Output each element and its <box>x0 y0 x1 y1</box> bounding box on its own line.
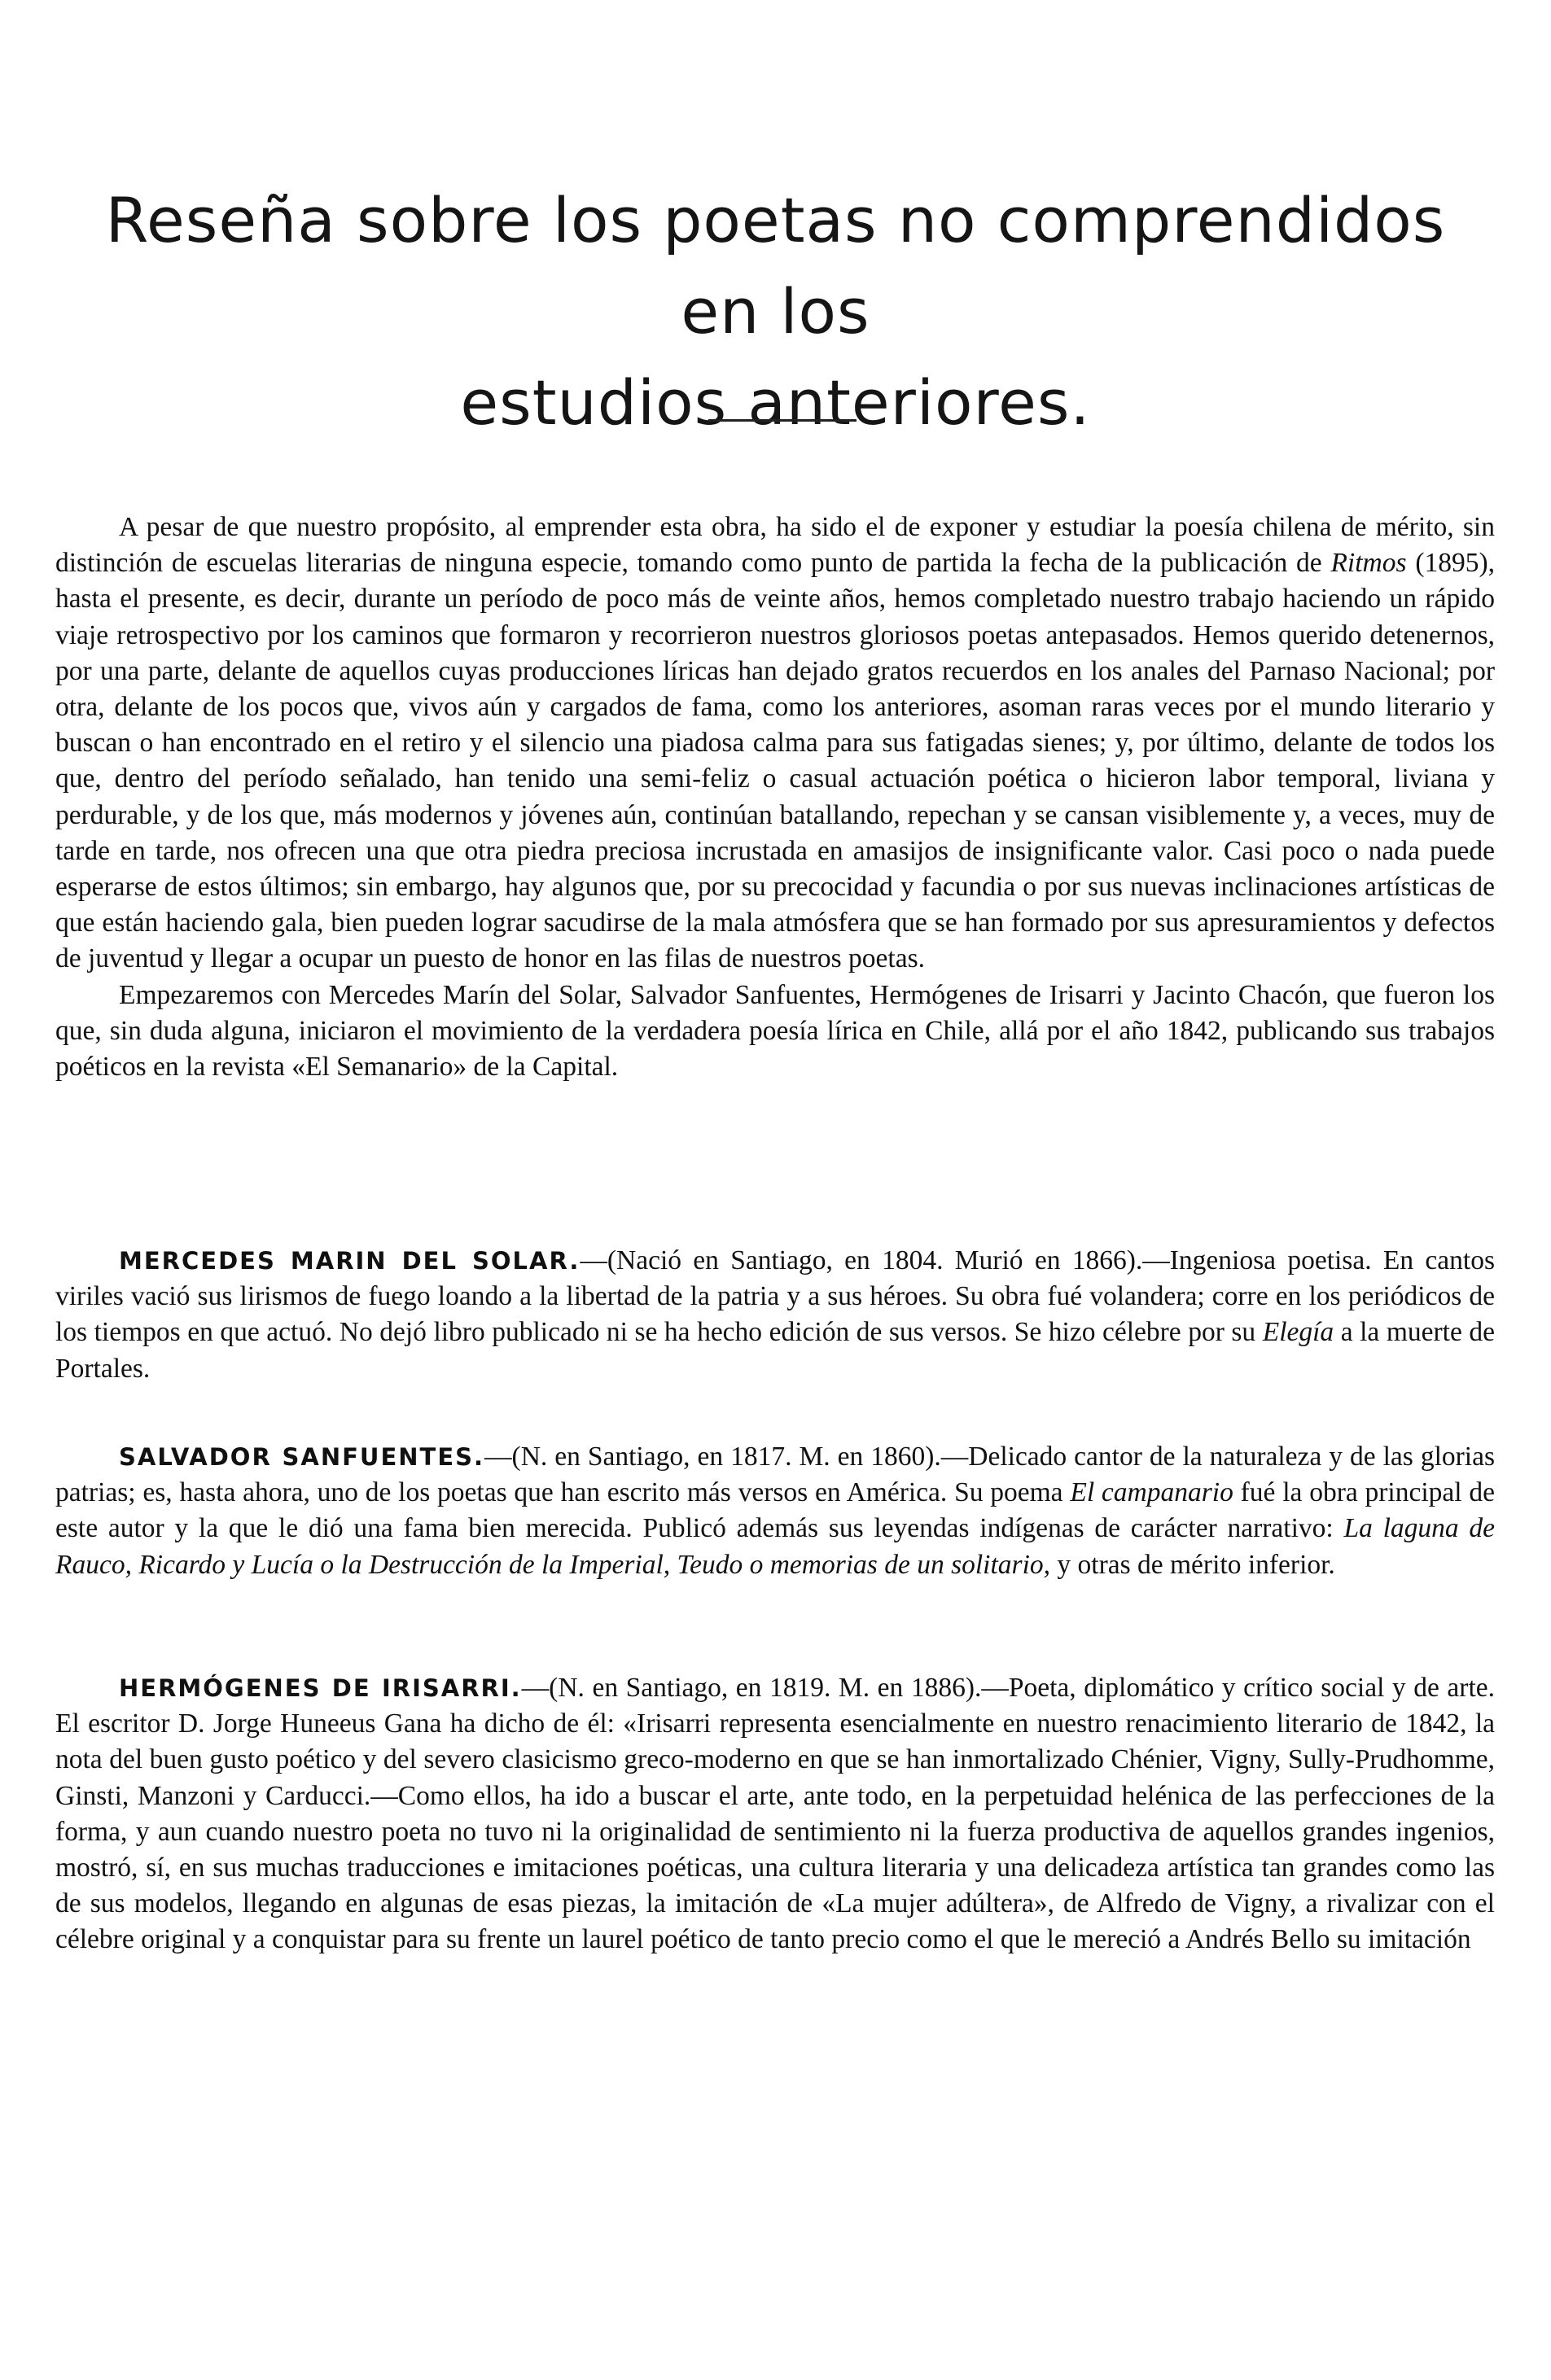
entry-name-heading: HERMÓGENES DE IRISARRI. <box>119 1674 522 1702</box>
intro-paragraph-2: Empezaremos con Mercedes Marín del Solar, Salvador Sanfuentes, Hermógenes de Irisarri y Jacinto Chacón, que fueron los que, sin duda alguna, iniciaron el movimiento de la verdadera poesía lírica en Chile, allá por el año 1842, publicando sus trabajos poéticos en la revista «El Semanario» de la Capital. <box>55 979 1495 1083</box>
entry-text: —(N. en Santiago, en 1817. M. en 1860).—Delicado cantor de la naturaleza y de las glorias patrias; es, hasta ahora, uno de los poetas que han escrito más versos en América. Su poema <box>55 1442 1495 1508</box>
entry-text: y otras de mérito inferior. <box>1050 1549 1335 1580</box>
work-title: Elegía <box>1262 1317 1334 1348</box>
title-line-2: estudios anteriores. <box>460 366 1091 439</box>
intro-p1-text-b: (1895), hasta el presente, es decir, durante un período de poco más de veinte años, hemos completado nuestro trabajo haciendo un rápido viaje retrospectivo por los caminos que formaron y recorrieron nuestros gloriosos poetas antepasados. Hemos querido detenernos, por una parte, delante de aquellos cuyas producciones líricas han dejado gratos recuerdos en los anales del Parnaso Nacional; por otra, delante de los pocos que, vivos aún y cargados de fama, como los anteriores, asoman raras veces por el mundo literario y buscan o han encontrado en el retiro y el silencio una piadosa calma para sus fatigadas sienes; y, por último, delante de todos los que, dentro del período señalado, han tenido una semi-feliz o casual actuación poética o hicieron labor temporal, liviana y perdurable, y de los que, más modernos y jóvenes aún, continúan batallando, repechan y se cansan visiblemente y, a veces, muy de tarde en tarde, nos ofrecen una que otra piedra preciosa incrustada en amasijos de insignificante valor. Casi poco o nada puede esperarse de estos últimos; sin embargo, hay algunos que, por su precocidad y facundia o por sus nuevas inclinaciones artísticas de que están haciendo gala, bien pueden lograr sacudirse de la mala atmósfera que se han formado por sus apresuramientos y defectos de juventud y llegar a ocupar un puesto de honor en las filas de nuestros poetas. <box>55 548 1496 974</box>
work-title: El campanario <box>1070 1477 1233 1508</box>
entry-salvador-sanfuentes <box>55 1439 1495 1583</box>
work-titles: La laguna de Rauco, Ricardo y Lucía o la Destrucción de la Imperial, Teudo o memorias de un solitario, <box>55 1513 1495 1580</box>
entry-name-heading: MERCEDES MARIN DEL SOLAR. <box>119 1247 581 1275</box>
intro-p1-text-a: A pesar de que nuestro propósito, al emprender esta obra, ha sido el de exponer y estudiar la poesía chilena de mérito, sin distinción de escuelas literarias de ninguna especie, tomando como punto de partida la fecha de la publicación de <box>55 512 1495 579</box>
entry-name-heading: SALVADOR SANFUENTES. <box>119 1443 485 1471</box>
page-title <box>98 175 1453 448</box>
title-divider <box>708 419 857 422</box>
entry-text: —(Nació en Santiago, en 1804. Murió en 1866).—Ingeniosa poetisa. En cantos viriles vació sus lirismos de fuego loando a la libertad de la patria y a sus héroes. Su obra fué volandera; corre en los periódicos de los tiempos en que actuó. No dejó libro publicado ni se ha hecho edición de sus versos. Se hizo célebre por su <box>55 1245 1495 1348</box>
intro-paragraph-1 <box>55 510 1495 978</box>
intro-section <box>55 510 1495 1085</box>
ritmos-title: Ritmos <box>1330 548 1407 579</box>
entry-text: —(N. en Santiago, en 1819. M. en 1886).—Poeta, diplomático y crítico social y de arte. El escritor D. Jorge Huneeus Gana ha dicho de él: «Irisarri representa esencialmente en nuestro renacimiento literario de 1842, la nota del buen gusto poético y del severo clasicismo greco-moderno en que se han inmortalizado Chénier, Vigny, Sully-Prudhomme, Ginsti, Manzoni y Carducci.—Como ellos, ha ido a buscar el arte, ante todo, en la perpetuidad helénica de las perfecciones de la forma, y aun cuando nuestro poeta no tuvo ni la originalidad de sentimiento ni la fuerza productiva de aquellos grandes ingenios, mostró, sí, en sus muchas traducciones e imitaciones poéticas, una cultura literaria y una delicadeza artística tan grandes como las de sus modelos, llegando en algunas de esas piezas, la imitación de «La mujer adúltera», de Alfredo de Vigny, a rivalizar con el célebre original y a conquistar para su frente un laurel poético de tanto precio como el que le mereció a Andrés Bello su imitación <box>55 1673 1496 1955</box>
entry-mercedes-marin <box>55 1243 1495 1387</box>
entry-text: a la muerte de Portales. <box>55 1317 1495 1384</box>
entry-text: fué la obra principal de este autor y la que le dió una fama bien merecida. Publicó además sus leyendas indígenas de carácter narrativo: <box>55 1477 1495 1544</box>
entry-hermogenes-irisarri <box>55 1670 1495 1958</box>
title-line-1: Reseña sobre los poetas no comprendidos en los <box>105 184 1446 348</box>
